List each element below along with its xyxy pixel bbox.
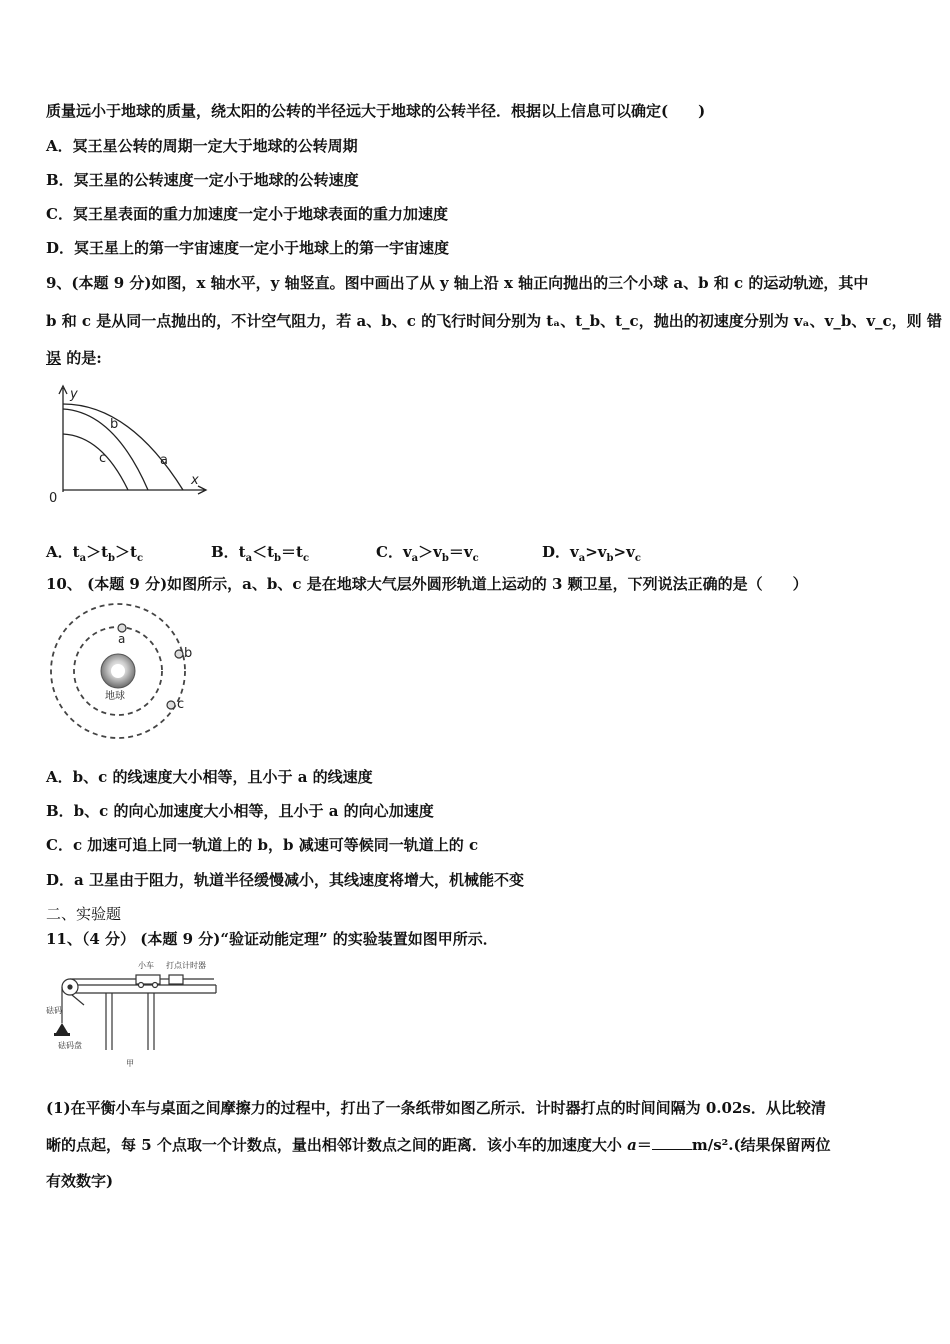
figure-caption: 甲 <box>126 1059 134 1068</box>
origin-label: 0 <box>49 491 58 506</box>
weight-icon <box>56 1023 68 1033</box>
q11-part1-line2: 晰的点起，每 5 个点取一个计数点，量出相邻计数点之间的距离．该小车的加速度大小 a＝ m/s².(结果保留两位 <box>46 1136 831 1154</box>
q8-stem: 质量远小于地球的质量，绕太阳的公转的半径远大于地球的公转半径．根据以上信息可以确定( ) <box>46 102 706 120</box>
q9-option-c: C．$v_a>v_b=v_c$ <box>376 543 479 564</box>
q10-option-a: A．b、c 的线速度大小相等，且小于 a 的线速度 <box>46 768 373 786</box>
curve-b-label: b <box>110 417 119 432</box>
q10-option-d: D．a 卫星由于阻力，轨道半径缓慢减小，其线速度将增大，机械能不变 <box>46 871 524 889</box>
weight-pan-icon <box>54 1033 70 1036</box>
satellite-a-icon <box>118 624 126 632</box>
satellite-b-icon <box>175 650 183 658</box>
curve-c-label: c <box>99 451 107 466</box>
trajectory-c <box>63 434 128 490</box>
q8-option-a: A．冥王星公转的周期一定大于地球的公转周期 <box>46 137 358 155</box>
q10-stem: 10、 (本题 9 分)如图所示，a、b、c 是在地球大气层外圆形轨道上运动的 3 颗卫星，下列说法正确的是（ ） <box>46 575 808 593</box>
timer <box>169 975 183 984</box>
q9-trajectory-figure <box>44 382 214 510</box>
satellite-c-icon <box>167 701 175 709</box>
trajectory-a <box>63 404 183 490</box>
cart-label: 小车 <box>138 961 154 970</box>
earth-label: 地球 <box>105 691 125 702</box>
q8-option-d: D．冥王星上的第一宇宙速度一定小于地球上的第一宇宙速度 <box>46 239 450 257</box>
section-heading: 二、实验题 <box>46 905 122 923</box>
q10-option-b: B．b、c 的向心加速度大小相等，且小于 a 的向心加速度 <box>46 802 434 820</box>
satellite-b-label: b <box>184 646 193 661</box>
q8-option-b: B．冥王星的公转速度一定小于地球的公转速度 <box>46 171 359 189</box>
unit: m/s² <box>691 1136 729 1154</box>
satellite-c-label: c <box>177 697 185 712</box>
x-axis-label: x <box>191 473 199 488</box>
earth-highlight <box>111 664 125 678</box>
q9-option-b: B．$t_a<t_b=t_c$ <box>211 543 310 564</box>
q9-stem-line3 <box>46 348 102 368</box>
weight-label: 砝码 <box>46 1006 62 1015</box>
q9-stem-line1: 9、(本题 9 分)如图，x 轴水平，y 轴竖直。图中画出了从 y 轴上沿 x 轴正向抛出的三个小球 a、b 和 c 的运动轨迹，其中 <box>46 274 869 292</box>
q9-stem-line2: b 和 c 是从同一点抛出的，不计空气阻力，若 a、b、c 的飞行时间分别为 tₐ、t_b、t_c，抛出的初速度分别为 vₐ、v_b、v_c，则 错 <box>46 312 942 330</box>
curve-a-label: a <box>160 453 168 468</box>
q11-part1-line1: (1)在平衡小车与桌面之间摩擦力的过程中，打出了一条纸带如图乙所示．计时器打点的时间间隔为 0.02s．从比较清 <box>46 1099 826 1117</box>
q8-option-c: C．冥王星表面的重力加速度一定小于地球表面的重力加速度 <box>46 205 448 223</box>
timer-label: 打点计时器 <box>166 961 206 970</box>
q11-part1-line3: 有效数字) <box>46 1172 114 1190</box>
q9-option-d: D．$v_a>v_b>v_c$ <box>542 543 641 564</box>
acceleration-var: a <box>627 1136 637 1154</box>
q11-apparatus-figure <box>44 955 224 1073</box>
trajectory-b <box>63 409 148 490</box>
q9-stem-line3-rest: 的是: <box>61 349 102 367</box>
satellite-a-label: a <box>118 632 126 646</box>
q10-option-c: C．c 加速可追上同一轨道上的 b，b 减速可等候同一轨道上的 c <box>46 836 479 854</box>
q10-orbit-figure <box>46 602 196 742</box>
q11-stem: 11、（4 分） (本题 9 分)“验证动能定理” 的实验装置如图甲所示． <box>46 930 498 948</box>
q9-option-a: A．$t_a>t_b>t_c$ <box>46 543 144 564</box>
answer-blank[interactable] <box>652 1135 692 1150</box>
y-axis-label: y <box>70 387 78 402</box>
q9-underlined-word: 误 <box>46 349 62 367</box>
pan-label: 砝码盘 <box>58 1041 82 1050</box>
